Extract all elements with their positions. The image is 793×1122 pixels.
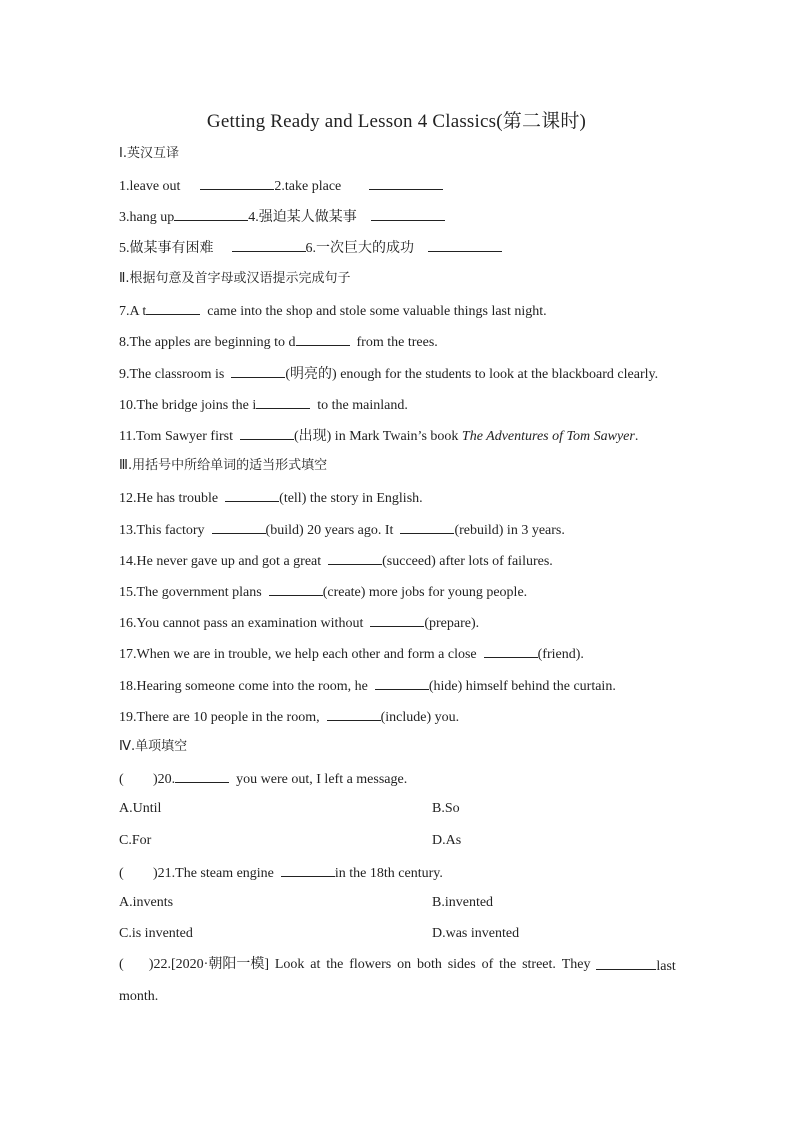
option-c[interactable]: C.is invented [119,926,193,941]
question-21-text: )21.The steam engine [153,866,274,881]
question-22 [119,956,676,976]
option-a[interactable]: A.Until [119,801,162,816]
option-d[interactable]: D.was invented [432,926,520,941]
answer-blank[interactable] [281,863,335,877]
question-11 [119,426,638,446]
answer-blank[interactable] [327,707,381,721]
question-10-text-end: to the mainland. [317,398,408,413]
answer-blank[interactable] [225,488,279,502]
book-title: The Adventures of Tom Sawyer [461,429,635,444]
question-20 [119,769,407,789]
question-15 [119,582,527,602]
question-12 [119,488,423,508]
question-22-word: They [561,957,591,972]
answer-blank[interactable] [428,238,502,252]
question-10 [119,395,408,415]
question-8 [119,332,438,352]
question-20-text: you were out, I left a message. [236,772,408,787]
answer-blank[interactable] [370,613,424,627]
option-b[interactable]: B.So [432,801,460,816]
question-19-text: 19.There are 10 people in the room, [119,710,320,725]
question-9-text-end: (明亮的) enough for the students to look at the blackboard clearly. [285,367,659,382]
question-10-text: 10.The bridge joins the i [119,398,257,413]
question-1-text: 1.leave out [119,179,181,194]
question-11-text: 11.Tom Sawyer first [119,429,233,444]
question-15-text-end: (create) more jobs for young people. [322,585,528,600]
answer-blank[interactable] [232,238,306,252]
question-13 [119,520,565,540]
question-22-word: street. [522,957,556,972]
question-15-text: 15.The government plans [119,585,262,600]
question-11-period: . [634,429,639,444]
answer-blank[interactable] [174,207,248,221]
answer-blank[interactable] [296,332,350,346]
section-2-heading: Ⅱ.根据句意及首字母或汉语提示完成句子 [119,271,351,286]
answer-blank[interactable] [371,207,445,221]
question-16 [119,613,479,633]
section-4-heading: Ⅳ.单项填空 [119,739,188,754]
answer-blank[interactable] [369,176,443,190]
question-22-continuation: month. [119,989,159,1004]
question-21-text-end: in the 18th century. [334,866,443,881]
question-13-text-end: (rebuild) in 3 years. [454,523,565,538]
question-14-text: 14.He never gave up and got a great [119,554,322,569]
question-17-text-end: (friend). [537,647,584,662]
question-22-word: the [326,957,344,972]
question-19-text-end: (include) you. [380,710,460,725]
question-18-text: 18.Hearing someone come into the room, he [119,679,368,694]
answer-blank[interactable] [400,520,454,534]
answer-paren[interactable]: ( [119,772,124,787]
answer-blank[interactable] [375,676,429,690]
question-13-text-mid: (build) 20 years ago. It [265,523,394,538]
option-b[interactable]: B.invented [432,895,494,910]
question-17 [119,644,584,664]
section-3-heading: Ⅲ.用括号中所给单词的适当形式填空 [119,458,328,473]
question-22-source: )22.[2020·朝阳一模] [148,957,270,972]
question-1-2 [119,176,443,196]
question-20-number: )20. [153,772,176,787]
question-6-text: 6.一次巨大的成功 [305,241,414,256]
answer-blank[interactable] [200,176,274,190]
answer-paren[interactable]: ( [119,957,124,972]
question-7-text-end: came into the shop and stole some valuable things last night. [207,304,547,319]
question-22-word: flowers [349,957,392,972]
question-14 [119,551,553,571]
question-22-word: of [481,957,494,972]
question-22-word: last [656,959,676,974]
question-8-text: 8.The apples are beginning to d [119,335,296,350]
question-4-text: 4.强迫某人做某事 [248,210,357,225]
question-5-text: 5.做某事有困难 [119,241,214,256]
answer-blank[interactable] [484,644,538,658]
answer-blank[interactable] [269,582,323,596]
question-22-word: the [499,957,517,972]
question-11-text-mid: (出现) in Mark Twain’s book [293,429,459,444]
answer-blank[interactable] [231,364,285,378]
question-7-text: 7.A t [119,304,147,319]
option-a[interactable]: A.invents [119,895,174,910]
question-2-text: 2.take place [274,179,342,194]
question-12-text-end: (tell) the story in English. [279,491,423,506]
question-22-word: on [397,957,412,972]
question-3-text: 3.hang up [119,210,175,225]
question-21 [119,863,443,883]
question-22-word: sides [447,957,476,972]
answer-blank[interactable] [596,956,656,970]
option-d[interactable]: D.As [432,833,462,848]
question-13-text: 13.This factory [119,523,205,538]
question-12-text: 12.He has trouble [119,491,219,506]
question-8-text-end: from the trees. [356,335,438,350]
question-9-text: 9.The classroom is [119,367,225,382]
option-c[interactable]: C.For [119,833,152,848]
question-22-word: both [416,957,442,972]
answer-blank[interactable] [256,395,310,409]
question-18 [119,676,616,696]
answer-blank[interactable] [328,551,382,565]
question-19 [119,707,459,727]
question-16-text-end: (prepare). [424,616,480,631]
page-title: Getting Ready and Lesson 4 Classics(第二课时) [206,111,587,132]
question-9 [119,364,658,384]
question-22-word: Look [274,957,305,972]
answer-blank[interactable] [175,769,229,783]
question-22-word: at [310,957,321,972]
answer-blank[interactable] [146,301,200,315]
question-16-text: 16.You cannot pass an examination without [119,616,364,631]
answer-paren[interactable]: ( [119,866,124,881]
question-7 [119,301,547,321]
question-18-text-end: (hide) himself behind the curtain. [428,679,616,694]
question-3-4 [119,207,445,227]
question-17-text: 17.When we are in trouble, we help each other and form a close [119,647,477,662]
answer-blank[interactable] [240,426,294,440]
question-5-6 [119,238,502,258]
answer-blank[interactable] [212,520,266,534]
question-14-text-end: (succeed) after lots of failures. [382,554,553,569]
section-1-heading: Ⅰ.英汉互译 [119,146,179,161]
